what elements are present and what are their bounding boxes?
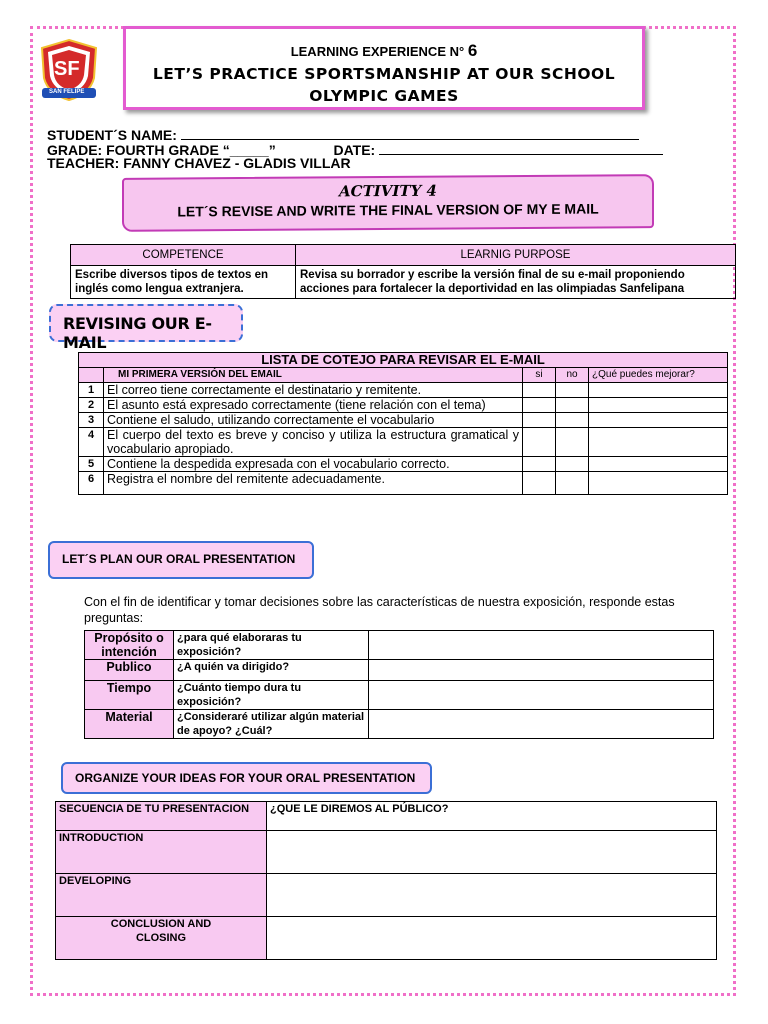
table-row: 3 Contiene el saludo, utilizando correctamente el vocabulario: [79, 413, 728, 428]
checklist-title: LISTA DE COTEJO PARA REVISAR EL E-MAIL: [79, 353, 728, 368]
purpose-header: LEARNIG PURPOSE: [296, 245, 736, 266]
revising-badge-label: REVISING OUR E-MAIL: [63, 314, 212, 352]
revising-badge: [49, 304, 243, 352]
checklist-col-no: no: [556, 368, 589, 383]
sequence-header: SECUENCIA DE TU PRESENTACION: [56, 802, 267, 831]
no-cell[interactable]: [556, 383, 589, 398]
teacher-label: TEACHER: FANNY CHAVEZ - GLADIS VILLAR: [47, 155, 351, 171]
organize-badge-label: ORGANIZE YOUR IDEAS FOR YOUR ORAL PRESENTATION: [75, 771, 416, 785]
table-row: Propósito o intención ¿para qué elaboraras tu exposición?: [85, 631, 714, 660]
plan-intro: Con el fin de identificar y tomar decisiones sobre las características de nuestra exposición, responde estas preguntas:: [84, 595, 675, 625]
no-cell[interactable]: [556, 398, 589, 413]
no-cell[interactable]: [556, 413, 589, 428]
checklist-col-version: MI PRIMERA VERSIÓN DEL EMAIL: [104, 368, 523, 383]
title-line-1: LET’S PRACTICE SPORTSMANSHIP AT OUR SCHOOL: [152, 65, 616, 83]
activity-banner: [122, 174, 654, 232]
no-cell[interactable]: [556, 428, 589, 457]
answer-cell[interactable]: [369, 660, 714, 681]
improve-cell[interactable]: [589, 398, 728, 413]
table-row: INTRODUCTION: [56, 831, 717, 874]
competence-header: COMPETENCE: [71, 245, 296, 266]
student-name-field[interactable]: [181, 126, 639, 140]
plan-badge: [48, 541, 314, 579]
plan-badge-label: LET´S PLAN OUR ORAL PRESENTATION: [62, 552, 296, 566]
logo-text: SF: [54, 58, 80, 80]
competence-cell: Escribe diversos tipos de textos en inglés como lengua extranjera.: [71, 266, 296, 299]
date-field[interactable]: [379, 141, 663, 155]
no-cell[interactable]: [556, 457, 589, 472]
organize-table: [55, 801, 717, 960]
improve-cell[interactable]: [589, 413, 728, 428]
date-label: DATE:: [333, 142, 376, 158]
table-row: [56, 802, 717, 831]
answer-cell[interactable]: [369, 681, 714, 710]
si-cell[interactable]: [523, 472, 556, 495]
si-cell[interactable]: [523, 428, 556, 457]
si-cell[interactable]: [523, 383, 556, 398]
competence-table: [70, 244, 736, 299]
organize-badge: [61, 762, 432, 794]
improve-cell[interactable]: [589, 457, 728, 472]
table-row: CONCLUSION AND CLOSING: [56, 917, 717, 960]
table-row: Material ¿Consideraré utilizar algún material de apoyo? ¿Cuál?: [85, 710, 714, 739]
no-cell[interactable]: [556, 472, 589, 495]
improve-cell[interactable]: [589, 383, 728, 398]
purpose-cell: Revisa su borrador y escribe la versión final de su e-mail proponiendo acciones para fortalecer la deportividad en las olimpiadas Sanfelipana: [296, 266, 736, 299]
improve-cell[interactable]: [589, 472, 728, 495]
table-row: 4 El cuerpo del texto es breve y conciso y utiliza la estructura gramatical y vocabulario apropiado.: [79, 428, 728, 457]
activity-subtitle: LET´S REVISE AND WRITE THE FINAL VERSION OF MY E MAIL: [177, 200, 599, 220]
table-row: 2 El asunto está expresado correctamente (tiene relación con el tema): [79, 398, 728, 413]
school-logo: [38, 38, 100, 102]
checklist-col-improve: ¿Qué puedes mejorar?: [589, 368, 728, 383]
experience-line: [126, 41, 642, 61]
table-row: Tiempo ¿Cuánto tiempo dura tu exposición?: [85, 681, 714, 710]
table-row: 6 Registra el nombre del remitente adecuadamente.: [79, 472, 728, 495]
experience-label: LEARNING EXPERIENCE N°: [290, 44, 465, 59]
public-header: ¿QUE LE DIREMOS AL PÚBLICO?: [267, 802, 717, 831]
si-cell[interactable]: [523, 398, 556, 413]
table-row: 5 Contiene la despedida expresada con el vocabulario correcto.: [79, 457, 728, 472]
si-cell[interactable]: [523, 457, 556, 472]
answer-cell[interactable]: [369, 710, 714, 739]
title-line-2: OLYMPIC GAMES: [309, 87, 459, 105]
teacher-row: [47, 156, 351, 171]
answer-cell[interactable]: [267, 917, 717, 960]
answer-cell[interactable]: [267, 831, 717, 874]
improve-cell[interactable]: [589, 428, 728, 457]
activity-title: ACTIVITY 4: [339, 181, 437, 201]
table-row: Publico ¿A quién va dirigido?: [85, 660, 714, 681]
checklist-table: [78, 352, 728, 495]
header-box: [123, 26, 645, 110]
experience-number: 6: [467, 41, 478, 60]
answer-cell[interactable]: [267, 874, 717, 917]
page-title: [126, 63, 642, 107]
grade-label: GRADE: FOURTH GRADE “_____”: [47, 142, 276, 158]
table-row: 1 El correo tiene correctamente el destinatario y remitente.: [79, 383, 728, 398]
table-row: DEVELOPING: [56, 874, 717, 917]
student-name-label: STUDENT´S NAME:: [47, 127, 177, 143]
logo-banner: SAN FELIPE: [49, 89, 85, 95]
answer-cell[interactable]: [369, 631, 714, 660]
checklist-col-si: si: [523, 368, 556, 383]
presentation-table: [84, 630, 714, 739]
si-cell[interactable]: [523, 413, 556, 428]
